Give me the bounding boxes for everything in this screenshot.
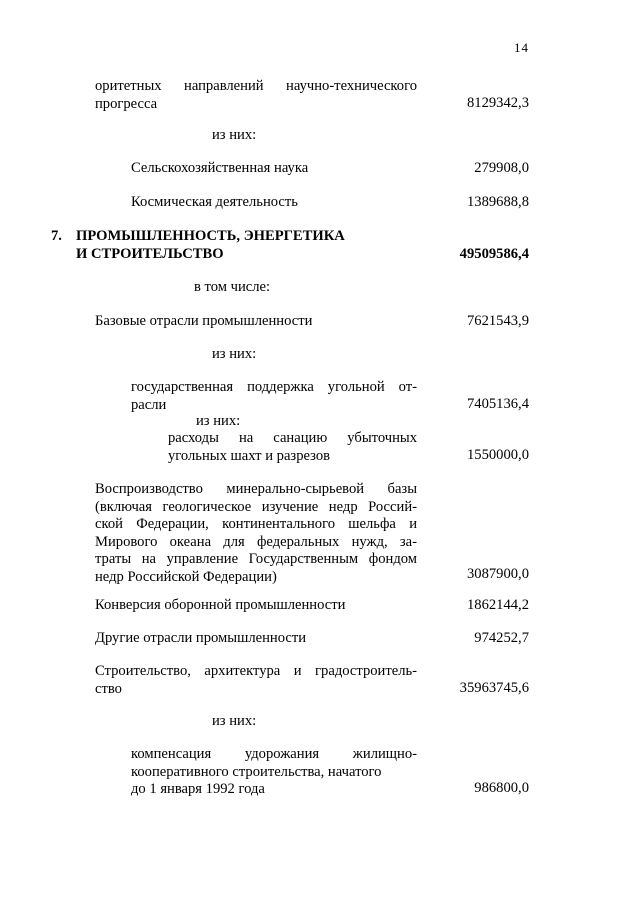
of-them-label-4: из них: xyxy=(212,713,257,729)
continued-item-value: 8129342,3 xyxy=(466,95,529,111)
construction-line-1: Строительство, архитектура и градостроитель- xyxy=(95,663,417,679)
section-title-line-2: И СТРОИТЕЛЬСТВО xyxy=(76,245,224,262)
continued-item-text xyxy=(95,78,417,113)
mineral-base-line-4: Мирового океана для федеральных нужд, за- xyxy=(95,533,417,550)
of-them-label-3: из них: xyxy=(196,413,241,429)
mine-rehabilitation-value: 1550000,0 xyxy=(466,447,529,463)
mineral-base-line-5: траты на управление Государственным фондом xyxy=(95,551,417,567)
defense-conversion-value: 1862144,2 xyxy=(466,597,529,613)
page-number: 14 xyxy=(514,40,529,55)
mineral-base-line-6: недр Российской Федерации) xyxy=(95,568,277,585)
agricultural-science-label: Сельскохозяйственная наука xyxy=(131,160,309,176)
housing-compensation-line-3: до 1 января 1992 года xyxy=(131,781,265,797)
mineral-base-text xyxy=(95,481,417,586)
section-number: 7. xyxy=(51,228,62,244)
defense-conversion-label: Конверсия оборонной промышленности xyxy=(95,597,346,613)
other-industries-label: Другие отрасли промышленности xyxy=(95,630,307,646)
section-title-line-1: ПРОМЫШЛЕННОСТЬ, ЭНЕРГЕТИКА xyxy=(76,228,345,244)
coal-support-value: 7405136,4 xyxy=(466,396,529,412)
coal-support-text xyxy=(131,379,417,414)
coal-support-line-2: расли xyxy=(131,396,167,413)
continued-item-line-2: прогресса xyxy=(95,95,158,112)
other-industries-value: 974252,7 xyxy=(474,630,529,646)
mineral-base-line-1: Воспроизводство минерально-сырьевой базы xyxy=(95,481,417,497)
coal-support-line-1: государственная поддержка угольной от- xyxy=(131,379,417,395)
of-them-label-2: из них: xyxy=(212,346,257,362)
agricultural-science-value: 279908,0 xyxy=(474,160,529,176)
base-industries-value: 7621543,9 xyxy=(466,313,529,329)
continued-item-line-1: оритетных направлений научно-технического xyxy=(95,78,417,94)
space-activity-label: Космическая деятельность xyxy=(131,194,298,210)
section-title xyxy=(76,228,366,263)
mine-rehabilitation-line-1: расходы на санацию убыточных xyxy=(168,430,417,446)
construction-value: 35963745,6 xyxy=(459,680,529,696)
mineral-base-line-2: (включая геологическое изучение недр Россий- xyxy=(95,498,417,515)
base-industries-label: Базовые отрасли промышленности xyxy=(95,313,313,329)
including-label: в том числе: xyxy=(194,279,271,295)
housing-compensation-text xyxy=(131,746,417,799)
construction-line-2: ство xyxy=(95,680,122,697)
mineral-base-line-3: ской Федерации, континентального шельфа и xyxy=(95,516,417,532)
housing-compensation-line-1: компенсация удорожания жилищно- xyxy=(131,746,417,762)
of-them-label-1: из них: xyxy=(212,127,257,143)
housing-compensation-line-2: кооперативного строительства, начатого xyxy=(131,763,382,780)
space-activity-value: 1389688,8 xyxy=(466,194,529,210)
housing-compensation-value: 986800,0 xyxy=(474,780,529,796)
construction-text xyxy=(95,663,417,698)
mineral-base-value: 3087900,0 xyxy=(466,566,529,582)
section-total-value: 49509586,4 xyxy=(459,246,529,262)
mine-rehabilitation-text xyxy=(168,430,417,465)
mine-rehabilitation-line-2: угольных шахт и разрезов xyxy=(168,447,331,464)
